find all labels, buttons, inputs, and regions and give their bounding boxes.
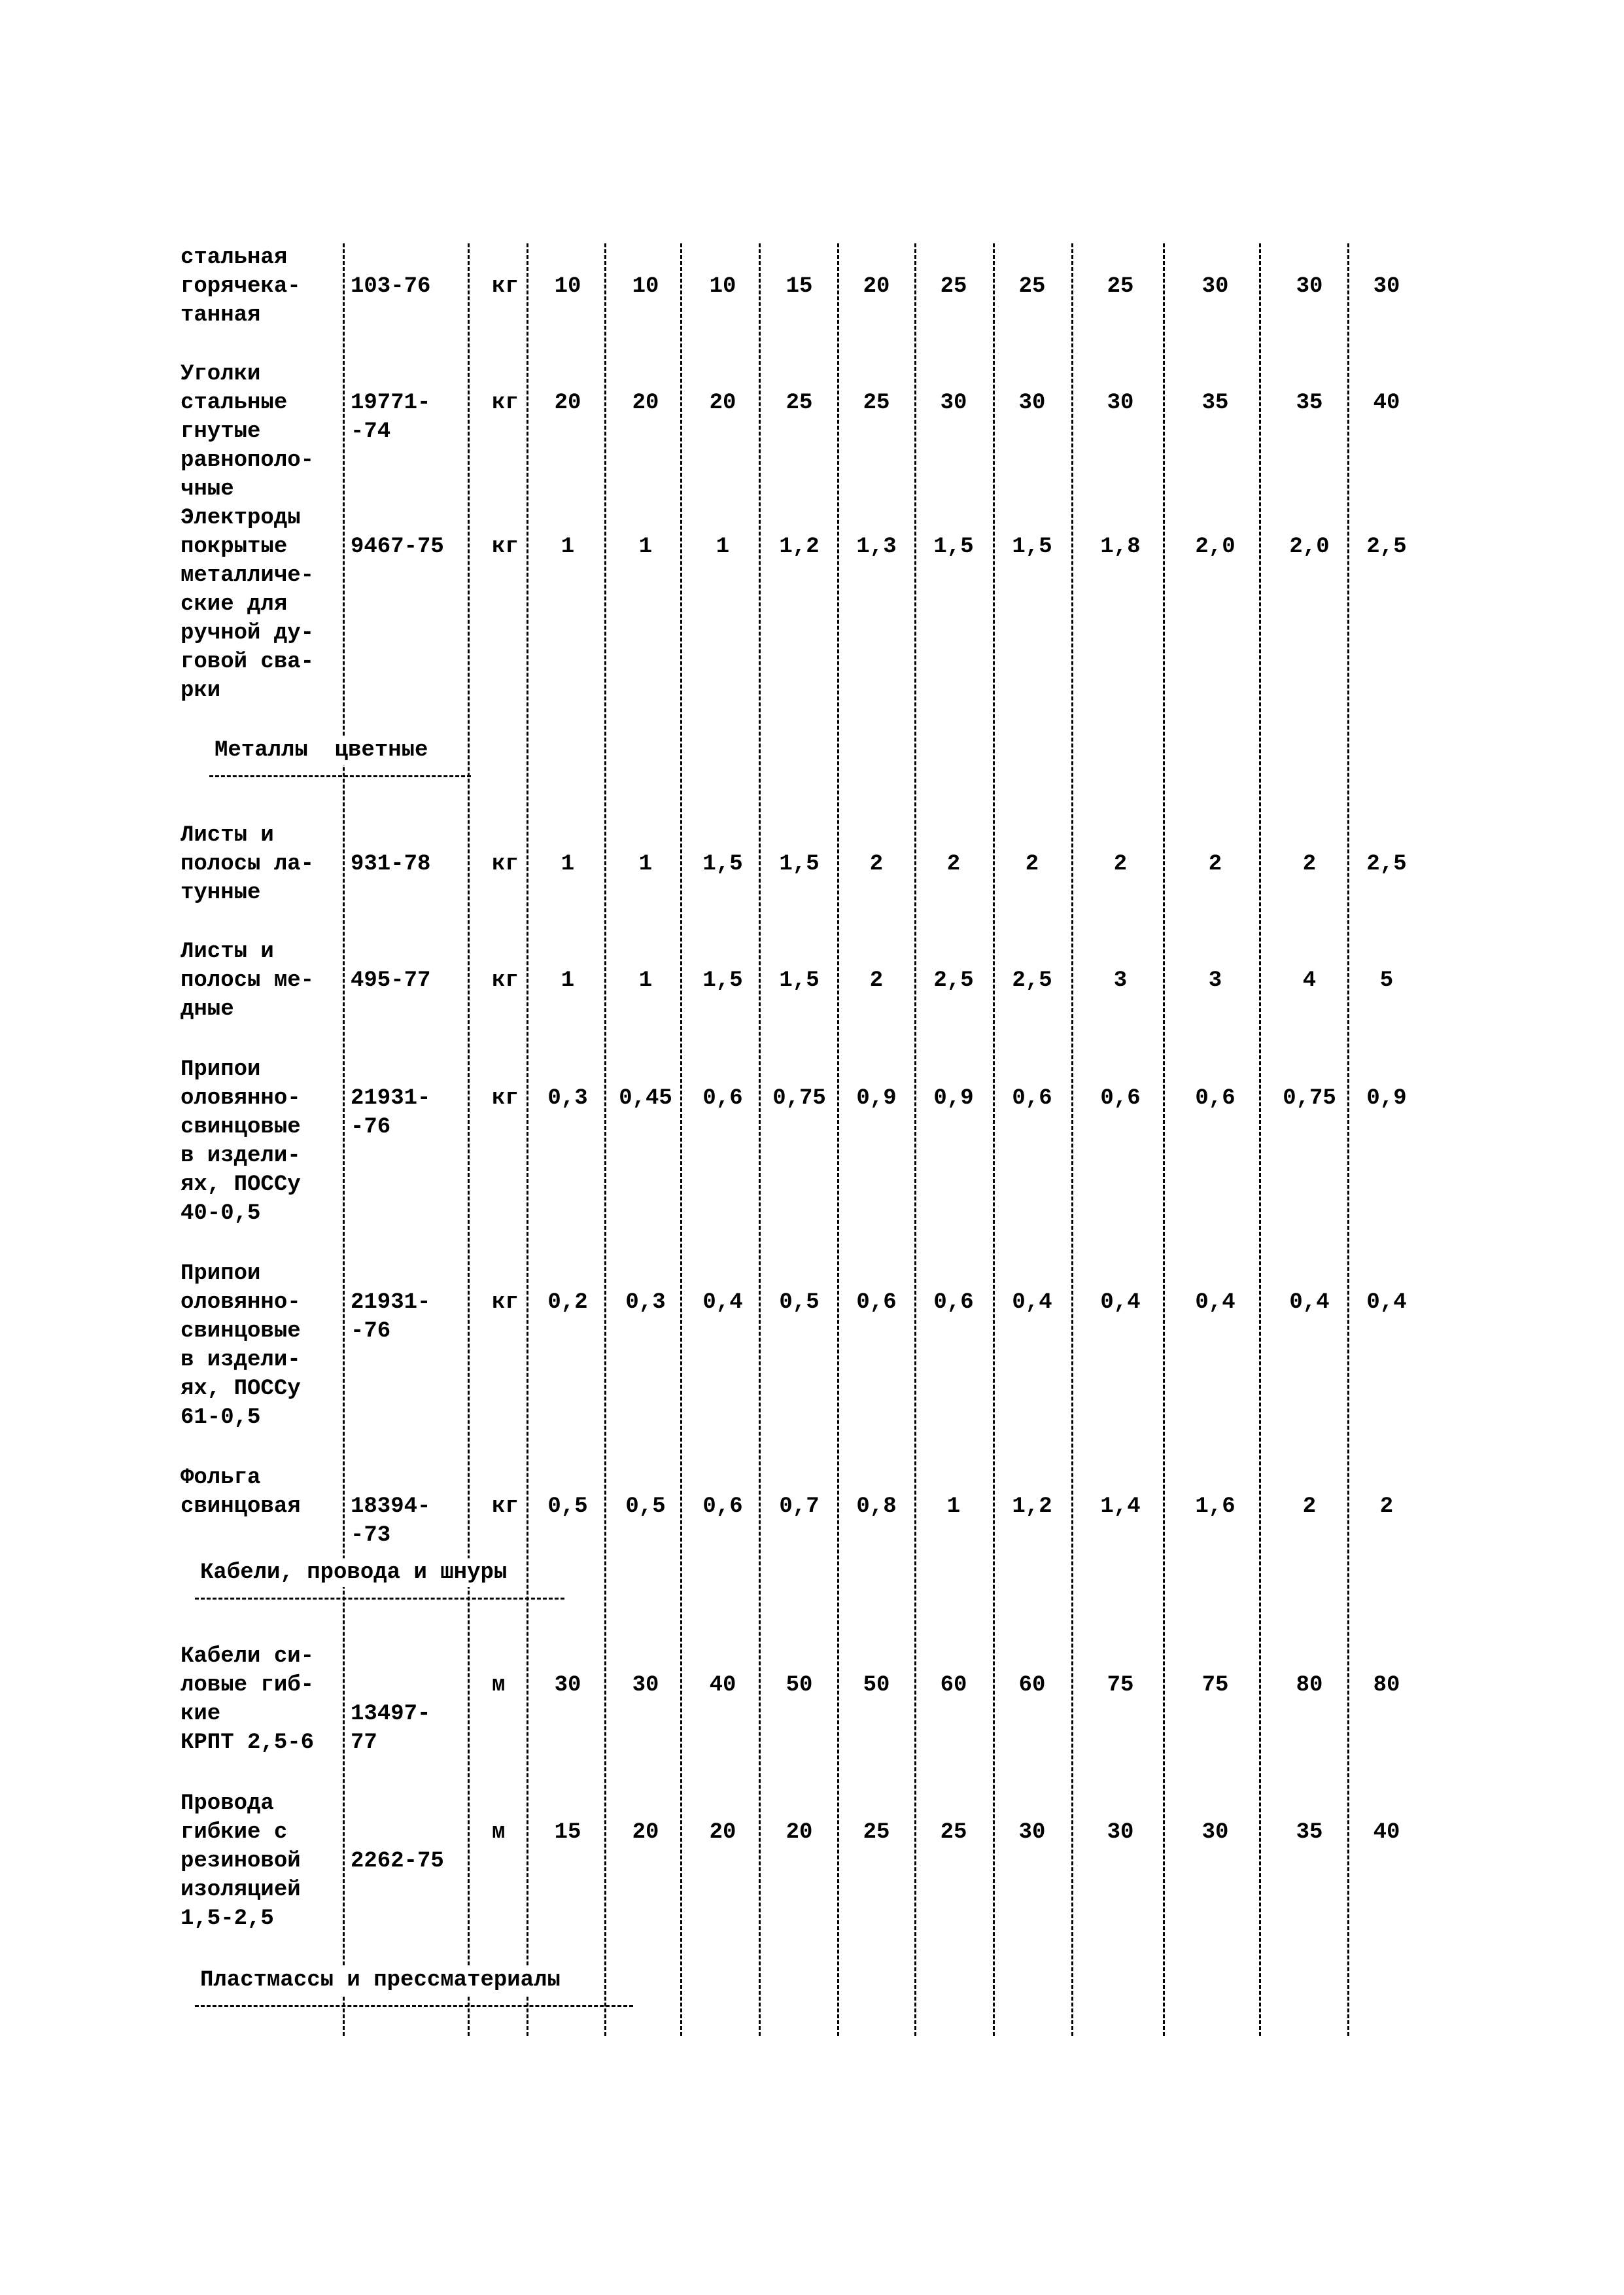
column-separator <box>759 243 761 2036</box>
value-cell: 20 <box>786 1820 813 1845</box>
material-name-line: Припои <box>181 1261 261 1286</box>
value-cell: 1 <box>561 534 575 559</box>
material-name-line: покрытые <box>181 534 288 559</box>
value-cell: 35 <box>1201 391 1229 415</box>
value-cell: 1,2 <box>1012 1494 1052 1519</box>
value-cell: 30 <box>1018 391 1046 415</box>
value-cell: 0,9 <box>1366 1086 1407 1111</box>
gost-code-line: 103-76 <box>351 274 431 299</box>
value-cell: 1 <box>561 852 575 877</box>
value-cell: 0,9 <box>933 1086 974 1111</box>
value-cell: 25 <box>786 391 813 415</box>
column-separator <box>1259 243 1261 2036</box>
value-cell: 20 <box>554 391 581 415</box>
value-cell: 1 <box>561 968 575 993</box>
value-cell: 0,6 <box>1195 1086 1235 1111</box>
value-cell: 2 <box>946 852 961 877</box>
unit-cell: кг <box>492 391 519 415</box>
value-cell: 30 <box>554 1673 581 1698</box>
value-cell: 0,4 <box>1289 1290 1330 1315</box>
material-name-line: свинцовая <box>181 1494 301 1519</box>
value-cell: 2 <box>1113 852 1128 877</box>
value-cell: 2,5 <box>1366 852 1407 877</box>
gost-code-line: 19771- <box>351 391 431 415</box>
material-name-line: горячека- <box>181 274 301 299</box>
value-cell: 1 <box>716 534 730 559</box>
value-cell: 35 <box>1296 391 1323 415</box>
section-underline <box>195 1598 564 1600</box>
value-cell: 25 <box>863 1820 890 1845</box>
gost-code-line: 21931- <box>351 1086 431 1111</box>
column-separator <box>343 243 345 2036</box>
value-cell: 30 <box>940 391 967 415</box>
value-cell: 35 <box>1296 1820 1323 1845</box>
material-name-line: ские для <box>181 592 288 617</box>
section-heading: Пластмассы и прессматериалы <box>196 1966 564 1995</box>
material-name-line: Фольга <box>181 1465 261 1490</box>
value-cell: 30 <box>632 1673 659 1698</box>
value-cell: 1,5 <box>933 534 974 559</box>
value-cell: 15 <box>554 1820 581 1845</box>
material-name-line: дные <box>181 997 234 1022</box>
material-name-line: тунные <box>181 881 261 905</box>
value-cell: 20 <box>709 391 736 415</box>
column-separator <box>1163 243 1165 2036</box>
value-cell: 2 <box>1025 852 1039 877</box>
value-cell: 0,6 <box>856 1290 897 1315</box>
value-cell: 75 <box>1107 1673 1134 1698</box>
value-cell: 20 <box>863 274 890 299</box>
material-name-line: гнутые <box>181 419 261 444</box>
material-name-line: Листы и <box>181 823 274 848</box>
material-name-line: ручной ду- <box>181 621 315 646</box>
material-name-line: оловянно- <box>181 1086 301 1111</box>
unit-cell: кг <box>492 534 519 559</box>
gost-code-line: 9467-75 <box>351 534 444 559</box>
column-separator <box>527 243 528 2036</box>
material-name-line: Провода <box>181 1791 274 1816</box>
value-cell: 10 <box>709 274 736 299</box>
material-name-line: кие <box>181 1702 221 1726</box>
gost-code-line: 495-77 <box>351 968 431 993</box>
value-cell: 0,45 <box>619 1086 672 1111</box>
value-cell: 75 <box>1201 1673 1229 1698</box>
value-cell: 30 <box>1201 1820 1229 1845</box>
material-name-line: оловянно- <box>181 1290 301 1315</box>
column-separator <box>468 243 470 2036</box>
value-cell: 0,8 <box>856 1494 897 1519</box>
value-cell: 50 <box>863 1673 890 1698</box>
value-cell: 30 <box>1018 1820 1046 1845</box>
value-cell: 0,4 <box>1195 1290 1235 1315</box>
value-cell: 30 <box>1201 274 1229 299</box>
value-cell: 60 <box>940 1673 967 1698</box>
value-cell: 30 <box>1296 274 1323 299</box>
value-cell: 20 <box>632 391 659 415</box>
value-cell: 0,5 <box>779 1290 820 1315</box>
value-cell: 1,6 <box>1195 1494 1235 1519</box>
value-cell: 4 <box>1302 968 1317 993</box>
value-cell: 0,3 <box>625 1290 666 1315</box>
value-cell: 25 <box>940 1820 967 1845</box>
value-cell: 25 <box>1018 274 1046 299</box>
value-cell: 0,9 <box>856 1086 897 1111</box>
value-cell: 0,4 <box>1366 1290 1407 1315</box>
gost-code-line: -74 <box>351 419 391 444</box>
value-cell: 1,3 <box>856 534 897 559</box>
value-cell: 2 <box>1208 852 1222 877</box>
value-cell: 0,6 <box>702 1086 743 1111</box>
value-cell: 2,0 <box>1289 534 1330 559</box>
value-cell: 0,6 <box>933 1290 974 1315</box>
material-name-line: свинцовые <box>181 1115 301 1140</box>
column-separator <box>914 243 916 2036</box>
value-cell: 5 <box>1379 968 1394 993</box>
value-cell: 40 <box>1373 391 1400 415</box>
material-name-line: полосы ме- <box>181 968 315 993</box>
value-cell: 10 <box>554 274 581 299</box>
value-cell: 0,75 <box>772 1086 826 1111</box>
value-cell: 0,5 <box>625 1494 666 1519</box>
material-name-line: 1,5-2,5 <box>181 1906 274 1931</box>
value-cell: 1 <box>946 1494 961 1519</box>
value-cell: 1 <box>638 852 653 877</box>
value-cell: 0,5 <box>547 1494 588 1519</box>
value-cell: 2,5 <box>1012 968 1052 993</box>
value-cell: 2 <box>1379 1494 1394 1519</box>
material-name-line: изоляцией <box>181 1878 301 1902</box>
material-name-line: ловые гиб- <box>181 1673 315 1698</box>
value-cell: 1,8 <box>1100 534 1141 559</box>
value-cell: 1,5 <box>779 968 820 993</box>
value-cell: 1,5 <box>702 968 743 993</box>
value-cell: 3 <box>1208 968 1222 993</box>
gost-code-line: 21931- <box>351 1290 431 1315</box>
section-underline <box>195 2005 633 2007</box>
value-cell: 1,5 <box>1012 534 1052 559</box>
value-cell: 50 <box>786 1673 813 1698</box>
value-cell: 30 <box>1107 1820 1134 1845</box>
value-cell: 2,5 <box>933 968 974 993</box>
material-name-line: гибкие с <box>181 1820 288 1845</box>
material-name-line: 61-0,5 <box>181 1405 261 1430</box>
value-cell: 0,4 <box>1012 1290 1052 1315</box>
unit-cell: кг <box>492 1290 519 1315</box>
value-cell: 40 <box>709 1673 736 1698</box>
value-cell: 0,6 <box>1012 1086 1052 1111</box>
material-name-line: полосы ла- <box>181 852 315 877</box>
value-cell: 25 <box>940 274 967 299</box>
unit-cell: кг <box>492 1494 519 1519</box>
column-separator <box>1071 243 1073 2036</box>
value-cell: 0,7 <box>779 1494 820 1519</box>
value-cell: 1 <box>638 968 653 993</box>
value-cell: 0,4 <box>702 1290 743 1315</box>
column-separator <box>604 243 606 2036</box>
section-heading: Металлы цветные <box>211 736 432 765</box>
section-heading: Кабели, провода и шнуры <box>196 1558 511 1587</box>
material-name-line: Листы и <box>181 939 274 964</box>
material-name-line: ях, ПОССу <box>181 1172 301 1197</box>
value-cell: 1,4 <box>1100 1494 1141 1519</box>
value-cell: 80 <box>1296 1673 1323 1698</box>
value-cell: 2 <box>869 968 884 993</box>
value-cell: 20 <box>709 1820 736 1845</box>
value-cell: 3 <box>1113 968 1128 993</box>
column-separator <box>993 243 995 2036</box>
gost-code-line: -73 <box>351 1523 391 1548</box>
material-name-line: стальная <box>181 245 288 270</box>
unit-cell: кг <box>492 1086 519 1111</box>
material-name-line: говой сва- <box>181 650 315 674</box>
unit-cell: м <box>492 1673 506 1698</box>
value-cell: 30 <box>1373 274 1400 299</box>
material-name-line: металличе- <box>181 563 315 588</box>
material-name-line: чные <box>181 477 234 502</box>
value-cell: 25 <box>1107 274 1134 299</box>
value-cell: 2 <box>1302 1494 1317 1519</box>
value-cell: 40 <box>1373 1820 1400 1845</box>
material-name-line: в издели- <box>181 1348 301 1373</box>
gost-code-line: -76 <box>351 1319 391 1344</box>
value-cell: 0,3 <box>547 1086 588 1111</box>
value-cell: 20 <box>632 1820 659 1845</box>
material-name-line: рки <box>181 678 221 703</box>
value-cell: 0,2 <box>547 1290 588 1315</box>
unit-cell: м <box>492 1820 506 1845</box>
material-name-line: 40-0,5 <box>181 1201 261 1226</box>
value-cell: 1,5 <box>702 852 743 877</box>
value-cell: 1,5 <box>779 852 820 877</box>
column-separator <box>680 243 682 2036</box>
value-cell: 0,6 <box>1100 1086 1141 1111</box>
column-separator <box>1347 243 1349 2036</box>
value-cell: 0,4 <box>1100 1290 1141 1315</box>
material-name-line: Припои <box>181 1057 261 1082</box>
value-cell: 1 <box>638 534 653 559</box>
value-cell: 30 <box>1107 391 1134 415</box>
value-cell: 80 <box>1373 1673 1400 1698</box>
value-cell: 25 <box>863 391 890 415</box>
unit-cell: кг <box>492 274 519 299</box>
column-separator <box>837 243 839 2036</box>
material-name-line: свинцовые <box>181 1319 301 1344</box>
material-name-line: танная <box>181 303 261 328</box>
gost-code-line: 931-78 <box>351 852 431 877</box>
material-name-line: равнополо- <box>181 448 315 473</box>
material-name-line: стальные <box>181 391 288 415</box>
value-cell: 1,2 <box>779 534 820 559</box>
material-name-line: резиновой <box>181 1849 301 1874</box>
value-cell: 15 <box>786 274 813 299</box>
value-cell: 60 <box>1018 1673 1046 1698</box>
material-name-line: в издели- <box>181 1144 301 1168</box>
value-cell: 10 <box>632 274 659 299</box>
material-name-line: Кабели си- <box>181 1644 315 1669</box>
value-cell: 2,0 <box>1195 534 1235 559</box>
value-cell: 0,6 <box>702 1494 743 1519</box>
gost-code-line: 2262-75 <box>351 1849 444 1874</box>
value-cell: 2 <box>869 852 884 877</box>
gost-code-line: 13497- <box>351 1702 431 1726</box>
value-cell: 2 <box>1302 852 1317 877</box>
gost-code-line: 77 <box>351 1730 377 1755</box>
section-underline <box>209 775 471 777</box>
gost-code-line: 18394- <box>351 1494 431 1519</box>
material-name-line: ях, ПОССу <box>181 1376 301 1401</box>
unit-cell: кг <box>492 852 519 877</box>
material-name-line: КРПТ 2,5-6 <box>181 1730 315 1755</box>
material-name-line: Электроды <box>181 506 301 531</box>
value-cell: 2,5 <box>1366 534 1407 559</box>
value-cell: 0,75 <box>1283 1086 1336 1111</box>
unit-cell: кг <box>492 968 519 993</box>
material-name-line: Уголки <box>181 362 261 387</box>
gost-code-line: -76 <box>351 1115 391 1140</box>
